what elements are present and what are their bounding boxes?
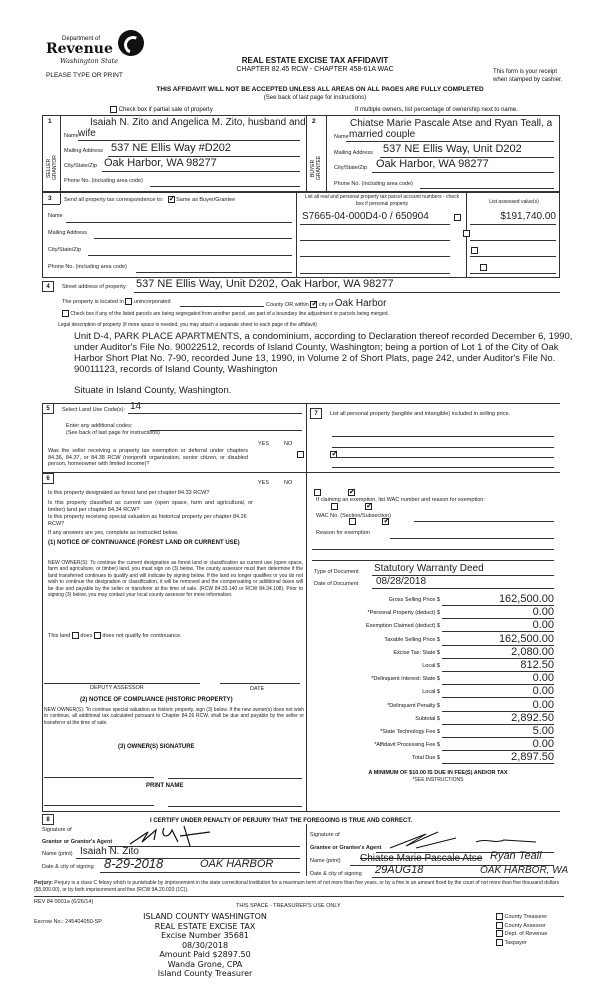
doc-date-value[interactable]: 08/28/2018 — [376, 576, 427, 587]
s3-city-label: City/State/Zip — [48, 247, 82, 253]
parcel-number-2[interactable] — [300, 240, 450, 241]
does-qualify-checkbox[interactable] — [72, 632, 79, 639]
buyer-name-line2[interactable]: married couple — [349, 129, 416, 140]
grantor-sig-label-1: Signature of — [42, 827, 72, 833]
assessed-value-1[interactable]: $191,740.00 — [500, 211, 556, 222]
personal-property-checkbox-1[interactable] — [454, 214, 461, 221]
does-not-qualify-checkbox[interactable] — [94, 632, 101, 639]
print-name-line-2[interactable] — [168, 806, 302, 807]
buyer-mailing-value[interactable]: 537 NE Ellis Way, Unit D202 — [383, 143, 522, 155]
amount-label: Gross Selling Price $ — [388, 597, 440, 603]
exemption-question: Was the seller receiving a property tax exemption or deferral under chapters 84.36, 84.37, or 84.38 RCW (nonprofit organization, senior citizen, or disabled person, homeowner with limited income)? — [48, 448, 248, 467]
perjury-label: Perjury: — [34, 880, 53, 886]
send-label-text: Send all property tax correspondence to: — [64, 196, 164, 203]
doc-type-value[interactable]: Statutory Warranty Deed — [374, 563, 484, 574]
personal-property-checkbox-4[interactable] — [480, 264, 487, 271]
minimum-due-note: A MINIMUM OF $10.00 IS DUE IN FEE(S) AND/OR TAX — [368, 770, 508, 776]
copy-county-assessor — [496, 922, 547, 931]
notice1-text: NEW OWNER(S): To continue the current designation as forest land or classification as current use (open space, farm and agriculture, or timber) land, you must sign on (3) below. The county assessor must then determine if the land transferred continues to qualify and will indicate by signing below. If the land no longer qualifies or you do not wish to continue the designation or classification, it will be removed and the compensating or additional taxes will be due and payable by the seller or transferor at the time of sale. (RCW 84.33.140 or RCW 84.34.108). Prior to signing (3) below, you may contact your local county assessor for more information. — [48, 560, 303, 599]
wac-label: WAC No. (Section/Subsection) — [316, 513, 391, 519]
deputy-assessor-label: DEPUTY ASSESSOR — [90, 685, 144, 691]
city-of-value[interactable]: Oak Harbor — [334, 298, 387, 309]
grantee-signature[interactable] — [386, 828, 546, 852]
buyer-phone-label: Phone No. (including area code) — [334, 181, 413, 187]
copy-taxpayer — [496, 939, 547, 948]
grantor-signature-icon — [120, 822, 240, 848]
personal-property-line-4[interactable] — [332, 467, 554, 468]
exemption-claim-label: If claiming an exemption, list WAC number and reason for exemption: — [316, 497, 485, 503]
grantee-city-value[interactable]: OAK HARBOR, WA — [480, 865, 569, 876]
s3-phone-field[interactable] — [136, 272, 292, 273]
amount-value[interactable]: 0.00 — [532, 672, 554, 685]
section-8-number: 8 — [42, 814, 54, 825]
partial-sale-label: Check box if partial sale of property — [118, 107, 213, 114]
does-label: does — [80, 632, 93, 639]
owner-signature-label: (3) OWNER(S) SIGNATURE — [118, 744, 195, 750]
partial-sale-row — [110, 106, 213, 113]
street-address-label: Street address of property: — [62, 284, 128, 290]
amount-value[interactable]: 0.00 — [532, 619, 554, 632]
s3-city-field[interactable] — [88, 255, 292, 256]
county-assessor-checkbox[interactable] — [496, 922, 503, 929]
amount-value[interactable]: 2,080.00 — [511, 645, 554, 658]
legal-description-text[interactable]: Unit D-4, PARK PLACE APARTMENTS, a condominium, according to Declaration thereof recorded December 6, 1990, under Auditor's File No. 90022512, records of Island County, Washington; being a portion of Lot 1 of the City of Oak Harbor Short Plat No. 7-90, recorded June 13, 1990, in Volume 2 of Short Plats, page 242, under Auditor's File No. 90011123, records of Island County, Washington — [74, 331, 573, 375]
assessed-value-2[interactable] — [470, 240, 556, 241]
land-use-label: Select Land Use Code(s): — [62, 407, 125, 413]
owner-signature-line-2[interactable] — [168, 778, 302, 779]
reason-field-2[interactable] — [312, 549, 554, 550]
logo-dept-text: Department of — [62, 36, 101, 42]
street-address-value[interactable]: 537 NE Ellis Way, Unit D202, Oak Harbor, WA 98277 — [136, 278, 394, 290]
assessor-date-label: DATE — [250, 686, 265, 692]
city-of-checkbox[interactable] — [310, 301, 317, 308]
personal-property-line-2[interactable] — [332, 447, 554, 448]
notice1-title: (1) NOTICE OF CONTINUANCE (FOREST LAND OR CURRENT USE) — [48, 540, 240, 546]
unincorporated-label: unincorporated — [133, 298, 171, 305]
buyer-mailing-label: Mailing Address — [334, 150, 373, 156]
print-name-label: PRINT NAME — [146, 783, 184, 789]
additional-codes-note: (See back of last page for instructions) — [66, 430, 160, 436]
escrow-number: Escrow No.: 245404050-SP — [34, 919, 102, 925]
grantor-city-value[interactable]: OAK HARBOR — [200, 858, 274, 870]
segregated-row — [62, 310, 389, 317]
land-use-value[interactable]: 14 — [130, 401, 142, 412]
copy-label-0: County Treasurer — [504, 914, 548, 920]
treasurer-stamp — [130, 912, 280, 979]
section-3-number: 3 — [48, 195, 52, 202]
stamp-line-tax: REAL ESTATE EXCISE TAX — [154, 921, 256, 931]
logo-revenue-text: Revenue — [46, 41, 113, 57]
additional-codes-label: Enter any additional codes: — [66, 423, 133, 429]
notice2-title: (2) NOTICE OF COMPLIANCE (HISTORIC PROPERTY) — [80, 697, 233, 703]
amount-label: *Affidavit Processing Fee $ — [374, 742, 440, 749]
county-or-within-label: County OR within — [266, 302, 309, 308]
assessed-value-3[interactable] — [470, 256, 556, 257]
assessor-date-line[interactable] — [220, 683, 300, 684]
section-6-number: 6 — [42, 473, 54, 484]
personal-property-line-1[interactable] — [332, 436, 554, 437]
segregated-checkbox[interactable] — [62, 310, 69, 317]
copy-distribution — [496, 913, 547, 947]
grantee-signature-icon — [386, 828, 546, 852]
parcel-number-3[interactable] — [300, 256, 450, 257]
copy-dept-revenue — [496, 930, 547, 939]
amount-label: *Personal Property (deduct) $ — [367, 610, 440, 617]
section-5-number: 5 — [42, 403, 54, 414]
amount-value[interactable]: 0.00 — [532, 738, 554, 751]
copy-county-treasurer — [496, 913, 547, 922]
s3-mailing-field[interactable] — [94, 238, 292, 239]
section-4-number: 4 — [42, 281, 54, 292]
copy-label-3: Taxpayer — [504, 939, 527, 946]
amount-value[interactable]: 5.00 — [532, 725, 554, 737]
legal-description-label: Legal description of property (if more space is needed, you may attach a separate sheet to each page of the affidavit) — [58, 322, 317, 328]
current-use-no[interactable] — [365, 503, 372, 510]
amount-label: Subtotal $ — [415, 715, 440, 722]
personal-property-checkbox-2[interactable] — [463, 230, 470, 237]
s5-no-header: NO — [284, 441, 293, 447]
copy-label-2: Dept. of Revenue — [504, 931, 548, 937]
county-treasurer-checkbox[interactable] — [496, 913, 503, 920]
same-as-buyer-label: Same as Buyer/Grantee — [176, 196, 236, 203]
amount-value[interactable]: 162,500.00 — [498, 593, 554, 605]
forest-no[interactable] — [348, 489, 355, 496]
stamp-line-date: 08/30/2018 — [181, 940, 229, 950]
multiple-owners-note: If multiple owners, list percentage of ownership next to name. — [355, 107, 518, 113]
historic-question: Is this property receiving special valuation as historical property per chapter 84.26 RCW? — [48, 514, 247, 527]
perjury-text: Perjury is a class C felony which is punishable by imprisonment in the state correctional institution for a maximum term of not more than five years, or by a fine in an amount fixed by the court of not more than five thousand dollars ($5,000.00), or by both imprisonment and fine (RCW 9A.20.020 (1C)). — [34, 880, 559, 893]
amount-value[interactable]: 0.00 — [532, 685, 554, 698]
s5-yes-header: YES — [258, 441, 270, 447]
forest-land-question: Is this property designated as forest land per chapter 84.33 RCW? — [48, 490, 210, 496]
grantee-sig-label-2: Grantee or Grantee's Agent — [310, 845, 382, 851]
seller-grantor-label: SELLER GRANTOR — [46, 155, 58, 181]
city-of-label: city of — [318, 302, 334, 308]
partial-sale-checkbox[interactable] — [110, 106, 117, 113]
located-row — [62, 298, 171, 305]
copy-label-1: County Assessor — [504, 922, 546, 929]
assessed-value-4[interactable] — [470, 273, 556, 274]
same-as-buyer-checkbox[interactable] — [168, 196, 175, 203]
doc-type-label: Type of Document — [314, 569, 359, 575]
seller-phone-field[interactable] — [150, 186, 300, 187]
current-use-yes[interactable] — [331, 503, 338, 510]
current-use-question: Is this property classified as current use (open space, farm and agricultural, or timber) land per chapter 84.34 RCW? — [48, 500, 253, 513]
seller-mailing-value[interactable]: 537 NE Ellis Way #D202 — [111, 142, 232, 154]
unincorporated-checkbox[interactable] — [125, 298, 132, 305]
amount-label: *Delinquent Interest: State $ — [371, 676, 440, 683]
s3-mailing-label: Mailing Address — [48, 230, 87, 236]
form-subtitle: CHAPTER 82.45 RCW - CHAPTER 458-61A WAC — [236, 66, 394, 73]
seller-name-line2[interactable]: wife — [78, 128, 96, 139]
acceptance-warning: THIS AFFIDAVIT WILL NOT BE ACCEPTED UNLESS ALL AREAS ON ALL PAGES ARE FULLY COMPLETED — [156, 86, 484, 93]
dept-revenue-checkbox[interactable] — [496, 930, 503, 937]
grantee-name-struck[interactable]: Chiatse Marie Pascale Atse — [360, 853, 483, 864]
amount-value[interactable]: 2,897.50 — [511, 751, 554, 764]
amount-label: Local $ — [422, 689, 440, 696]
grantor-name-label: Name (print) — [42, 851, 73, 857]
seller-mailing-label: Mailing Address — [64, 148, 103, 154]
dor-logo — [46, 32, 136, 65]
wac-field[interactable] — [414, 521, 554, 522]
amount-value[interactable]: 812.50 — [520, 659, 554, 671]
stamp-line-treasurer-title: Island County Treasurer — [157, 969, 253, 978]
s3-name-field[interactable] — [66, 222, 292, 223]
additional-codes-field[interactable] — [150, 430, 302, 431]
stamp-line-treasurer-name: Wanda Grone, CPA — [167, 959, 243, 969]
seller-phone-label: Phone No. (including area code) — [64, 178, 143, 184]
personal-property-label: List all personal property (tangible and intangible) included in selling price. — [330, 411, 511, 417]
logo-state-text: Washington State — [60, 57, 119, 65]
grantee-name-label: Name (print) — [310, 858, 341, 864]
dor-logo-icon — [118, 30, 144, 56]
doc-date-label: Date of Document — [314, 581, 359, 587]
buyer-name-line1[interactable]: Chiatse Marie Pascale Atse and Ryan Teall, a — [350, 118, 553, 129]
county-field[interactable] — [180, 306, 264, 307]
receipt-note-1: This form is your receipt — [493, 69, 558, 75]
reason-field[interactable] — [390, 538, 554, 539]
print-name-line-1[interactable] — [44, 805, 154, 806]
taxpayer-checkbox[interactable] — [496, 939, 503, 946]
amount-label: *State Technology Fee $ — [380, 729, 440, 735]
parcel-header: List all real and personal property tax parcel account numbers - check box if personal property — [304, 194, 460, 207]
amount-value[interactable]: 162,500.00 — [498, 632, 554, 645]
buyer-city-label: City/State/Zip — [334, 165, 368, 171]
amount-label: Total Due $ — [412, 755, 440, 762]
grantor-name-value[interactable]: Isaiah N. Zito — [80, 846, 139, 857]
buyer-grantee-label: BUYER GRANTEE — [310, 155, 322, 181]
personal-property-checkbox-3[interactable] — [471, 247, 478, 254]
form-id: REV 84 0001a (6/26/14) — [34, 899, 94, 905]
situate-text[interactable]: Situate in Island County, Washington. — [74, 385, 232, 396]
personal-property-line-3[interactable] — [332, 457, 554, 458]
continuance-row — [48, 632, 182, 639]
grantor-signature[interactable] — [120, 822, 240, 848]
grantor-sig-label-2: Grantor or Grantor's Agent — [42, 839, 113, 845]
s6-yes-header: YES — [258, 480, 270, 486]
left-box-border — [42, 403, 43, 811]
amount-label: *Delinquent Penalty $ — [387, 702, 440, 709]
notice2-text: NEW OWNER(S): To continue special valuation as historic property, sign (3) below. If the new owner(s) does not wish to continue, all additional tax calculated pursuant to Chapter 84.26 RCW, shall be due and payable by the seller or transferor at the time of sale. — [44, 707, 304, 726]
parcel-number-4[interactable] — [300, 273, 450, 274]
parcel-number-1[interactable]: S7665-04-000D4-0 / 650904 — [302, 211, 429, 222]
s5-exemption-yes[interactable] — [297, 451, 304, 458]
certify-statement: I CERTIFY UNDER PENALTY OF PERJURY THAT THE FOREGOING IS TRUE AND CORRECT. — [150, 818, 413, 824]
seller-city-value[interactable]: Oak Harbor, WA 98277 — [104, 157, 217, 169]
grantor-date-value[interactable]: 8-29-2018 — [104, 856, 164, 871]
historic-yes[interactable] — [349, 518, 356, 525]
stamp-line-excise-number: Excise Number 35681 — [160, 931, 250, 940]
amount-value[interactable]: 0.00 — [532, 606, 554, 619]
see-instructions-note: *SEE INSTRUCTIONS — [412, 777, 464, 783]
seller-name-line1[interactable]: Isaiah N. Zito and Angelica M. Zito, husband and — [90, 117, 306, 128]
section-1-number: 1 — [48, 118, 52, 125]
grantee-name-value[interactable]: Ryan Teall — [490, 850, 542, 862]
owner-signature-line-1[interactable] — [44, 777, 154, 778]
deputy-assessor-sig-line[interactable] — [44, 683, 200, 684]
stamp-line-amount: Amount Paid $2897.50 — [159, 950, 251, 959]
s3-phone-label: Phone No. (including area code) — [48, 264, 127, 270]
send-correspondence-label — [64, 196, 235, 203]
amount-label: Exemption Claimed (deduct) $ — [366, 623, 440, 630]
section-7-number: 7 — [310, 408, 322, 419]
stamp-line-county: ISLAND COUNTY WASHINGTON — [143, 912, 267, 921]
does-not-label: does not qualify for continuance. — [102, 632, 182, 639]
perjury-statement — [34, 880, 564, 893]
this-land-label: This land — [48, 632, 71, 639]
grantee-date-value[interactable]: 29AUG18 — [375, 864, 424, 876]
s6-no-header: NO — [284, 480, 293, 486]
seller-city-label: City/State/Zip — [64, 163, 98, 169]
instructions-note: (See back of last page for instructions) — [263, 95, 367, 101]
grantee-date-label: Date & city of signing — [310, 871, 362, 877]
grantee-sig-label-1: Signature of — [310, 832, 340, 838]
buyer-name-label: Name — [334, 134, 349, 140]
amount-value[interactable]: 0.00 — [532, 698, 554, 711]
form-title: REAL ESTATE EXCISE TAX AFFIDAVIT — [241, 56, 389, 65]
s3-name-label: Name — [48, 213, 63, 219]
please-type: PLEASE TYPE OR PRINT — [46, 72, 123, 79]
historic-no[interactable] — [382, 518, 389, 525]
located-label: The property is located in — [62, 298, 124, 305]
seller-name-label: Name — [64, 133, 79, 139]
forest-yes[interactable] — [314, 489, 321, 496]
section-2-number: 2 — [312, 118, 316, 125]
grantor-date-label: Date & city of signing — [42, 864, 94, 870]
buyer-city-value[interactable]: Oak Harbor, WA 98277 — [376, 158, 489, 170]
segregated-label: Check box if any of the listed parcels are being segregated from another parcel, are part of a boundary line adjustment or parcels being merged. — [70, 310, 389, 317]
city-within-row — [266, 298, 386, 309]
amount-underline — [442, 763, 554, 764]
amount-value[interactable]: 2,892.50 — [511, 711, 554, 724]
if-yes-note: If any answers are yes, complete as instructed below. — [48, 530, 179, 536]
amount-label: Excise Tax: State $ — [393, 649, 440, 656]
amount-label: Local $ — [422, 663, 440, 669]
treasurer-use-label: THIS SPACE - TREASURER'S USE ONLY — [236, 903, 341, 909]
buyer-phone-field[interactable] — [420, 188, 554, 189]
amount-label: Taxable Selling Price $ — [384, 636, 440, 643]
reason-label: Reason for exemption — [316, 530, 370, 536]
assessed-header: List assessed value(s) — [489, 199, 539, 205]
receipt-note-2: when stamped by cashier. — [493, 77, 563, 83]
